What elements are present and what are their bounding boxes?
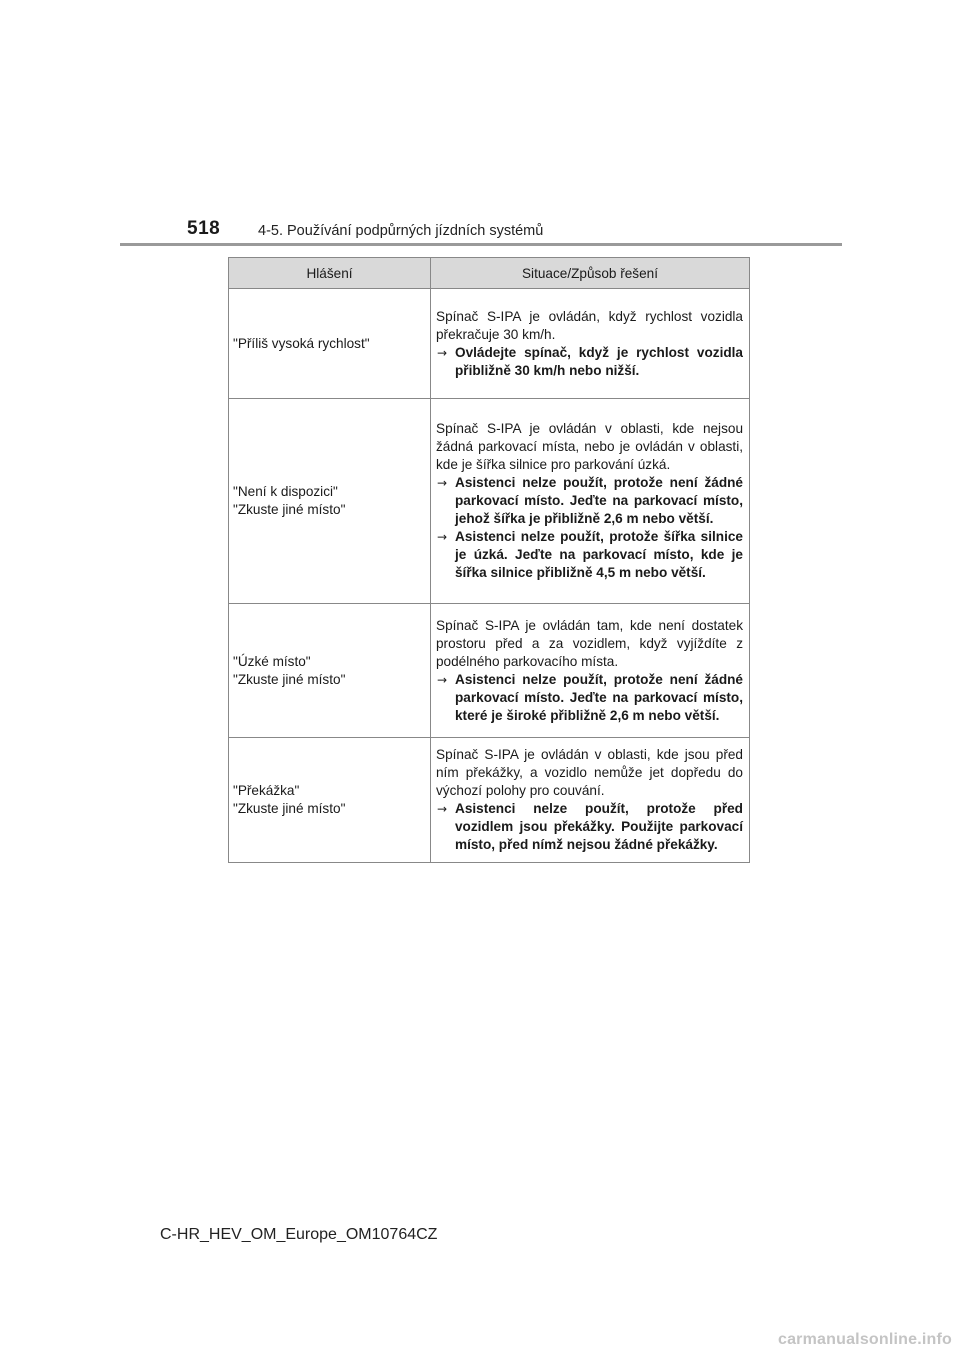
arrow-right-icon: →	[437, 672, 448, 687]
arrow-right-icon: →	[437, 345, 448, 360]
condition-text: Spínač S-IPA je ovládán v oblasti, kde jsou před ním překážky, a vozidlo nemůže jet dopředu do výchozí polohy pro couvání.	[436, 747, 743, 798]
arrow-right-icon: →	[437, 802, 448, 816]
situation-cell	[431, 289, 750, 399]
remedy-item	[436, 528, 743, 582]
document-code: C-HR_HEV_OM_Europe_OM10764CZ	[160, 1226, 438, 1243]
remedy-item	[436, 344, 743, 380]
column-header-message: Hlášení	[229, 258, 431, 289]
remedy-text: Asistenci nelze použít, protože před vozidlem jsou překážky. Použijte parkovací místo, před nímž nejsou žádné překážky.	[455, 801, 743, 852]
message-text: "Překážka"	[233, 783, 300, 798]
message-text: "Není k dispozici"	[233, 484, 338, 499]
page-number: 518	[187, 218, 221, 239]
message-cell	[229, 738, 431, 863]
message-text: "Zkuste jiné místo"	[233, 801, 346, 816]
remedy-text: Asistenci nelze použít, protože není žádné parkovací místo. Jeďte na parkovací místo, které je široké přibližně 2,6 m nebo větší.	[455, 671, 743, 723]
situation-cell	[431, 738, 750, 863]
situation-cell	[431, 604, 750, 738]
remedy-text: Asistenci nelze použít, protože není žádné parkovací místo. Jeďte na parkovací místo, jehož šířka je přibližně 2,6 m nebo větší.	[455, 475, 743, 526]
remedy-text: Ovládejte spínač, když je rychlost vozidla přibližně 30 km/h nebo nižší.	[455, 344, 743, 378]
situation-cell	[431, 399, 750, 604]
arrow-right-icon: →	[437, 530, 448, 544]
condition-text: Spínač S-IPA je ovládán v oblasti, kde nejsou žádná parkovací místa, nebo je ovládán v oblasti, kde je šířka silnice pro parkování úzká.	[436, 421, 743, 472]
message-cell	[229, 604, 431, 738]
table-row	[229, 399, 750, 604]
message-text: "Zkuste jiné místo"	[233, 671, 346, 687]
column-header-situation: Situace/Způsob řešení	[431, 258, 750, 289]
arrow-right-icon: →	[437, 476, 448, 490]
message-text: "Úzké místo"	[233, 653, 311, 669]
table-header-row	[229, 258, 750, 289]
remedy-item	[436, 474, 743, 528]
condition-text: Spínač S-IPA je ovládán, když rychlost vozidla překračuje 30 km/h.	[436, 308, 743, 342]
table-row	[229, 604, 750, 738]
table-row	[229, 289, 750, 399]
section-title: 4-5. Používání podpůrných jízdních systémů	[258, 223, 544, 239]
remedy-item	[436, 671, 743, 725]
message-table	[228, 257, 750, 863]
header-rule	[120, 243, 842, 246]
message-text: "Zkuste jiné místo"	[233, 502, 346, 517]
message-text: "Příliš vysoká rychlost"	[233, 335, 370, 351]
remedy-item	[436, 800, 743, 854]
table-row	[229, 738, 750, 863]
watermark: carmanualsonline.info	[777, 1331, 952, 1348]
message-cell	[229, 399, 431, 604]
condition-text: Spínač S-IPA je ovládán tam, kde není dostatek prostoru před a za vozidlem, když vyjíždíte z podélného parkovacího místa.	[436, 617, 743, 669]
remedy-text: Asistenci nelze použít, protože šířka silnice je úzká. Jeďte na parkovací místo, kde je šířka silnice přibližně 4,5 m nebo větší.	[455, 529, 743, 580]
message-cell	[229, 289, 431, 399]
